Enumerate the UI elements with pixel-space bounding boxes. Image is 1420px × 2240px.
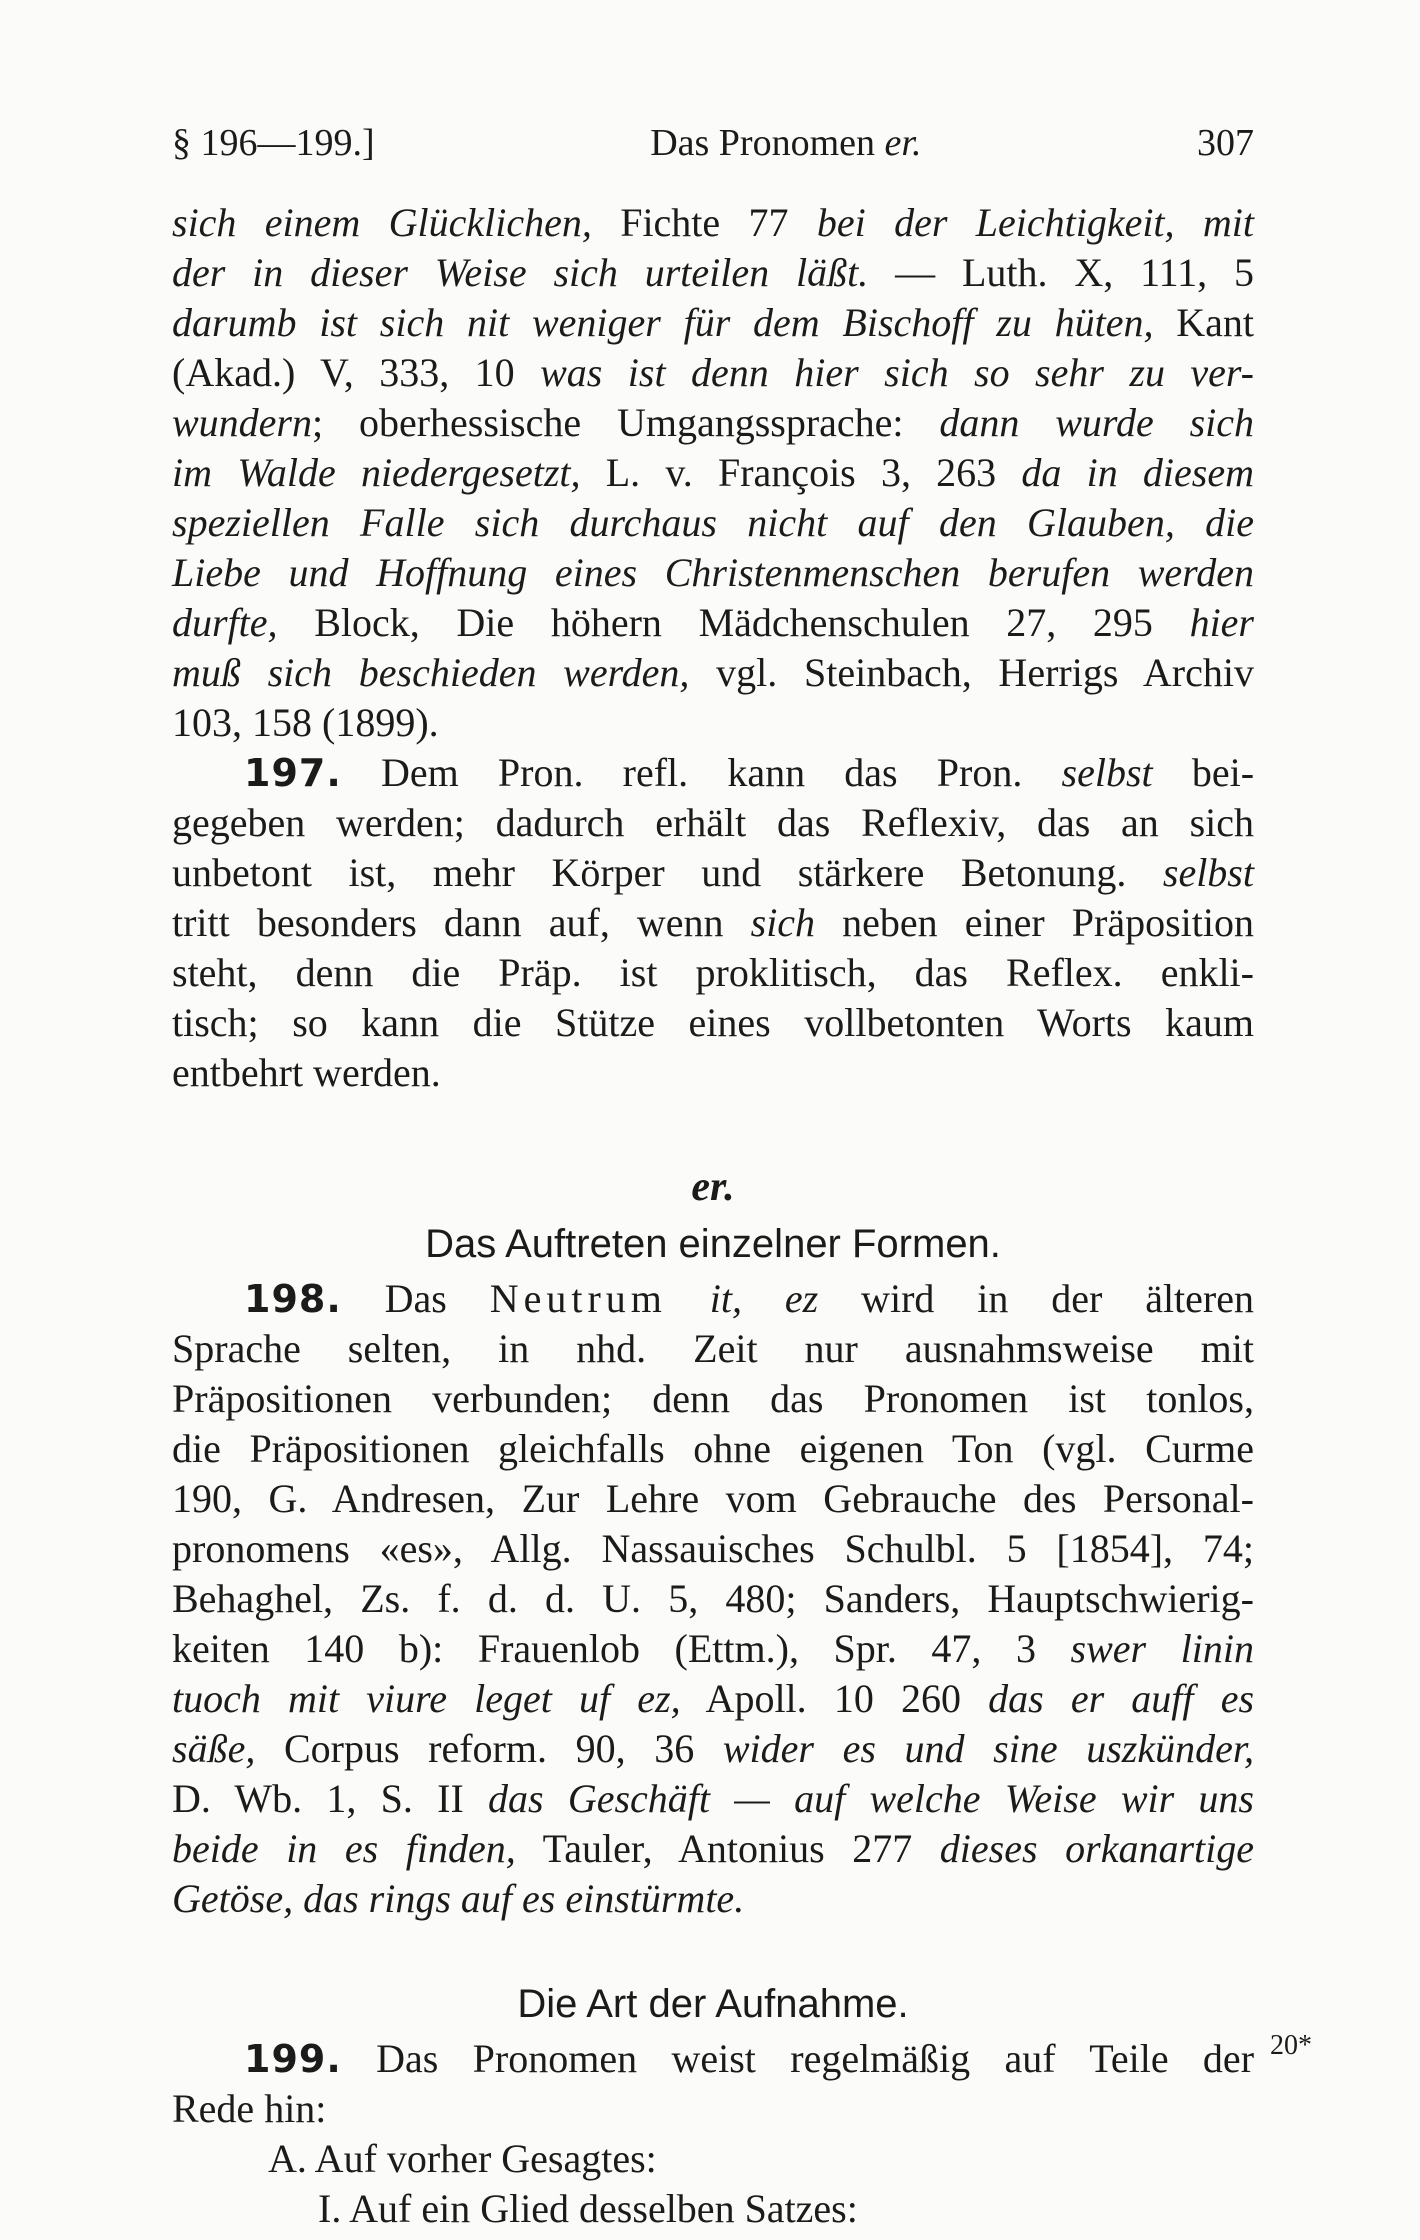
text-line (172, 1774, 1254, 1824)
text-line (172, 1724, 1254, 1774)
text-run (667, 1276, 710, 1321)
paragraph-number: 197. (244, 751, 342, 795)
italic-text: wider es und sine uszkünder, (722, 1726, 1254, 1771)
text-run: die Präpositionen gleichfalls ohne eigenen Ton (vgl. Curme (172, 1426, 1254, 1471)
text-run: L. v. François 3, 263 (580, 450, 1022, 495)
text-run: Präpositionen verbunden; denn das Pronomen ist tonlos, (172, 1376, 1254, 1421)
page-number: 307 (1196, 122, 1254, 164)
text-line (172, 348, 1254, 398)
italic-text: hier (1189, 600, 1254, 645)
text-run: unbetont ist, mehr Körper und stärkere Betonung. (172, 850, 1163, 895)
italic-text: beide in es finden, (172, 1826, 516, 1871)
italic-text: speziellen Falle sich durchaus nicht auf den Glauben, die (172, 500, 1254, 545)
paragraph-number: 199. (244, 2037, 342, 2081)
text-line (172, 2084, 1254, 2134)
text-run: Kant (1153, 300, 1254, 345)
text-run: Rede hin: (172, 2086, 327, 2131)
text-line (172, 898, 1254, 948)
italic-text: dann wurde sich (939, 400, 1255, 445)
text-run: gegeben werden; dadurch erhält das Reflexiv, das an sich (172, 800, 1254, 845)
text-line (172, 498, 1254, 548)
text-line (172, 248, 1254, 298)
subsection-a: A. Auf vorher Gesagtes: (268, 2136, 657, 2181)
text-line (172, 198, 1254, 248)
text-line (172, 1874, 1254, 1924)
running-header (172, 118, 1254, 178)
paragraph-199 (172, 2034, 1254, 2134)
italic-text: bei der Leichtigkeit, mit (816, 200, 1254, 245)
text-run: ; oberhessische Umgangssprache: (312, 400, 940, 445)
text-line (172, 1274, 1254, 1324)
italic-text: sich einem Glücklichen, (172, 200, 592, 245)
italic-text: säße, (172, 1726, 256, 1771)
text-line (172, 1424, 1254, 1474)
text-run: Dem Pron. refl. kann das Pron. (380, 750, 1062, 795)
text-line (172, 848, 1254, 898)
text-run: tritt besonders dann auf, wenn (172, 900, 751, 945)
text-run: 103, 158 (1899). (172, 700, 439, 745)
text-line (172, 1474, 1254, 1524)
italic-text: der in dieser Weise sich urteilen läßt. (172, 250, 869, 295)
text-line (172, 1574, 1254, 1624)
text-line (172, 448, 1254, 498)
text-run: D. Wb. 1, S. II (172, 1776, 489, 1821)
italic-text: das Geschäft — auf welche Weise wir uns (488, 1776, 1254, 1821)
italic-text: muß sich beschieden werden, (172, 650, 690, 695)
text-line (172, 948, 1254, 998)
running-title: Das Pronomen er. (650, 122, 922, 164)
section-heading-er: er. (691, 1164, 735, 1210)
text-run: Corpus reform. 90, 36 (255, 1726, 723, 1771)
section-heading-forms: Das Auftreten einzelner Formen. (425, 1222, 1001, 1266)
text-line (172, 698, 1254, 748)
text-run: Fichte 77 (591, 200, 817, 245)
text-line (172, 1524, 1254, 1574)
paragraph-number: 198. (244, 1277, 342, 1321)
italic-text: durfte, (172, 600, 278, 645)
text-run: Das (384, 1276, 490, 1321)
italic-text: tuoch mit viure leget uf ez, (172, 1676, 681, 1721)
text-run: Tauler, Antonius 277 (515, 1826, 940, 1871)
italic-text: sich (750, 900, 816, 945)
text-run: Sprache selten, in nhd. Zeit nur ausnahmsweise mit (172, 1326, 1254, 1371)
text-line (172, 2034, 1254, 2084)
section-heading-art: Die Art der Aufnahme. (517, 1982, 909, 2026)
italic-text: das er auff es (988, 1676, 1255, 1721)
text-line (172, 1048, 1254, 1098)
text-line (172, 1824, 1254, 1874)
text-run: tisch; so kann die Stütze eines vollbetonten Worts kaum (172, 1000, 1254, 1045)
italic-text: Liebe und Hoffnung eines Christenmenschen berufen werden (172, 550, 1254, 595)
text-line (172, 1624, 1254, 1674)
paragraph-196-continued (172, 198, 1254, 748)
text-line (172, 598, 1254, 648)
text-run: wird in der älteren (818, 1276, 1254, 1321)
text-run: Behaghel, Zs. f. d. d. U. 5, 480; Sanders, Hauptschwierig- (172, 1576, 1254, 1621)
text-run: Neutrum (489, 1276, 667, 1321)
signature-mark: 20* (1270, 2030, 1312, 2061)
text-line (172, 1374, 1254, 1424)
paragraph-198 (172, 1274, 1254, 1924)
section-range: § 196—199.] (172, 122, 375, 164)
text-run: Block, Die höhern Mädchenschulen 27, 295 (277, 600, 1190, 645)
italic-text: was ist denn hier sich so sehr zu ver- (540, 350, 1254, 395)
text-line (172, 998, 1254, 1048)
italic-text: selbst (1162, 850, 1254, 895)
text-run: vgl. Steinbach, Herrigs Archiv (689, 650, 1254, 695)
text-line (172, 798, 1254, 848)
text-run: neben einer Präposition (815, 900, 1254, 945)
text-run: Das Pronomen weist regelmäßig auf Teile der (376, 2036, 1255, 2081)
text-line (172, 398, 1254, 448)
italic-text: swer linin (1070, 1626, 1255, 1671)
text-run: bei- (1152, 750, 1255, 795)
italic-text: im Walde niedergesetzt, (172, 450, 581, 495)
italic-text: wundern (172, 400, 312, 445)
italic-text: dieses orkanartige (939, 1826, 1254, 1871)
text-line (172, 1324, 1254, 1374)
text-run: keiten 140 b): Frauenlob (Ettm.), Spr. 47, 3 (172, 1626, 1071, 1671)
text-run: Apoll. 10 260 (680, 1676, 989, 1721)
text-run: 190, G. Andresen, Zur Lehre vom Gebrauche des Personal- (172, 1476, 1254, 1521)
text-line (172, 548, 1254, 598)
italic-text: it, ez (709, 1276, 819, 1321)
text-line (172, 1674, 1254, 1724)
text-run: pronomens «es», Allg. Nassauisches Schulbl. 5 [1854], 74; (172, 1526, 1254, 1571)
paragraph-197 (172, 748, 1254, 1098)
subsection-i: I. Auf ein Glied desselben Satzes: (318, 2186, 858, 2231)
text-line (172, 748, 1254, 798)
italic-text: darumb ist sich nit weniger für dem Bischoff zu hüten, (172, 300, 1154, 345)
text-run: steht, denn die Präp. ist proklitisch, das Reflex. enkli- (172, 950, 1254, 995)
italic-text: selbst (1061, 750, 1153, 795)
text-line (172, 298, 1254, 348)
book-page (172, 118, 1254, 2234)
text-run: (Akad.) V, 333, 10 (172, 350, 541, 395)
text-run: entbehrt werden. (172, 1050, 441, 1095)
italic-text: Getöse, das rings auf es einstürmte. (172, 1876, 745, 1921)
text-run: — Luth. X, 111, 5 (868, 250, 1254, 295)
italic-text: da in diesem (1021, 450, 1255, 495)
text-line (172, 648, 1254, 698)
